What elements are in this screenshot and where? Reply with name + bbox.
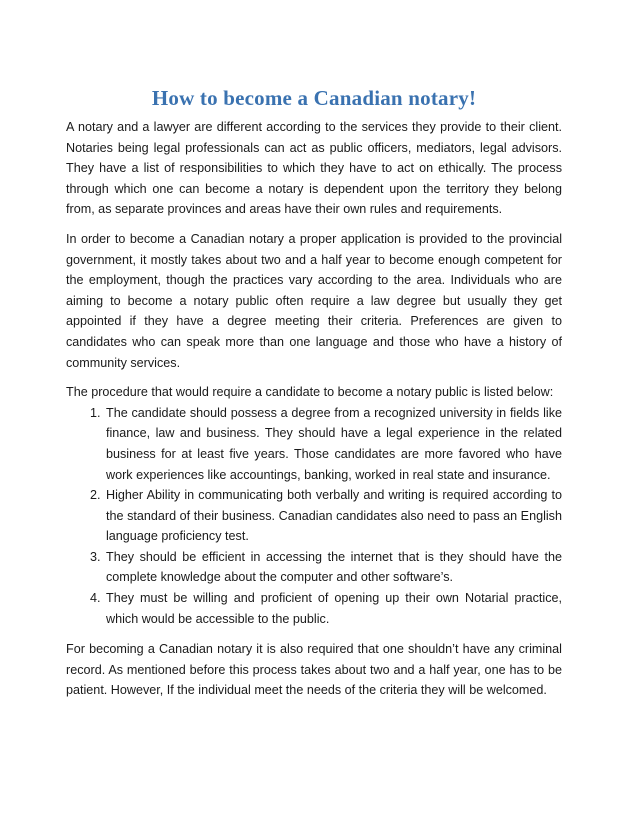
list-item: 3. They should be efficient in accessing the internet that is they should have the complete knowledge about the computer and other software’s. <box>104 547 562 588</box>
page-title: How to become a Canadian notary! <box>151 86 477 110</box>
paragraph-procedure-intro: The procedure that would require a candidate to become a notary public is listed below: <box>66 385 554 400</box>
paragraph-application-process: In order to become a Canadian notary a proper application is provided to the provincial government, it mostly takes about two and a half year to become enough competent for the employment, though the practices vary according to the area. Individuals who are aiming to become a notary public often require a law degree but usually they get appointed if they have a degree meeting their criteria. Preferences are given to candidates who can speak more than one language and those who have a history of community services. <box>66 231 562 370</box>
paragraph-notary-vs-lawyer: A notary and a lawyer are different according to the services they provide to their client. Notaries being legal professionals can act as public officers, mediators, legal advisors. They have a list of responsibilities to which they have to act on ethically. The process through which one can become a notary is dependent upon the territory they belong from, as separate provinces and areas have their own rules and requirements. <box>66 120 562 217</box>
paragraph-closing: For becoming a Canadian notary it is also required that one shouldn’t have any criminal record. As mentioned before this process takes about two and a half year, one has to be patient. However, If the individual meet the needs of the criteria they will be welcomed. <box>66 642 562 698</box>
list-item: 4. They must be willing and proficient of opening up their own Notarial practice, which would be accessible to the public. <box>104 588 562 629</box>
list-item: 2. Higher Ability in communicating both verbally and writing is required according to the standard of their business. Canadian candidates also need to pass an English language proficiency test. <box>104 485 562 547</box>
procedure-steps-list <box>66 403 562 630</box>
list-item: 1. The candidate should possess a degree from a recognized university in fields like finance, law and business. They should have a legal experience in the related business for at least five years. Those candidates are more favored who have work experiences like accountings, banking, worked in real state and insurance. <box>104 403 562 485</box>
